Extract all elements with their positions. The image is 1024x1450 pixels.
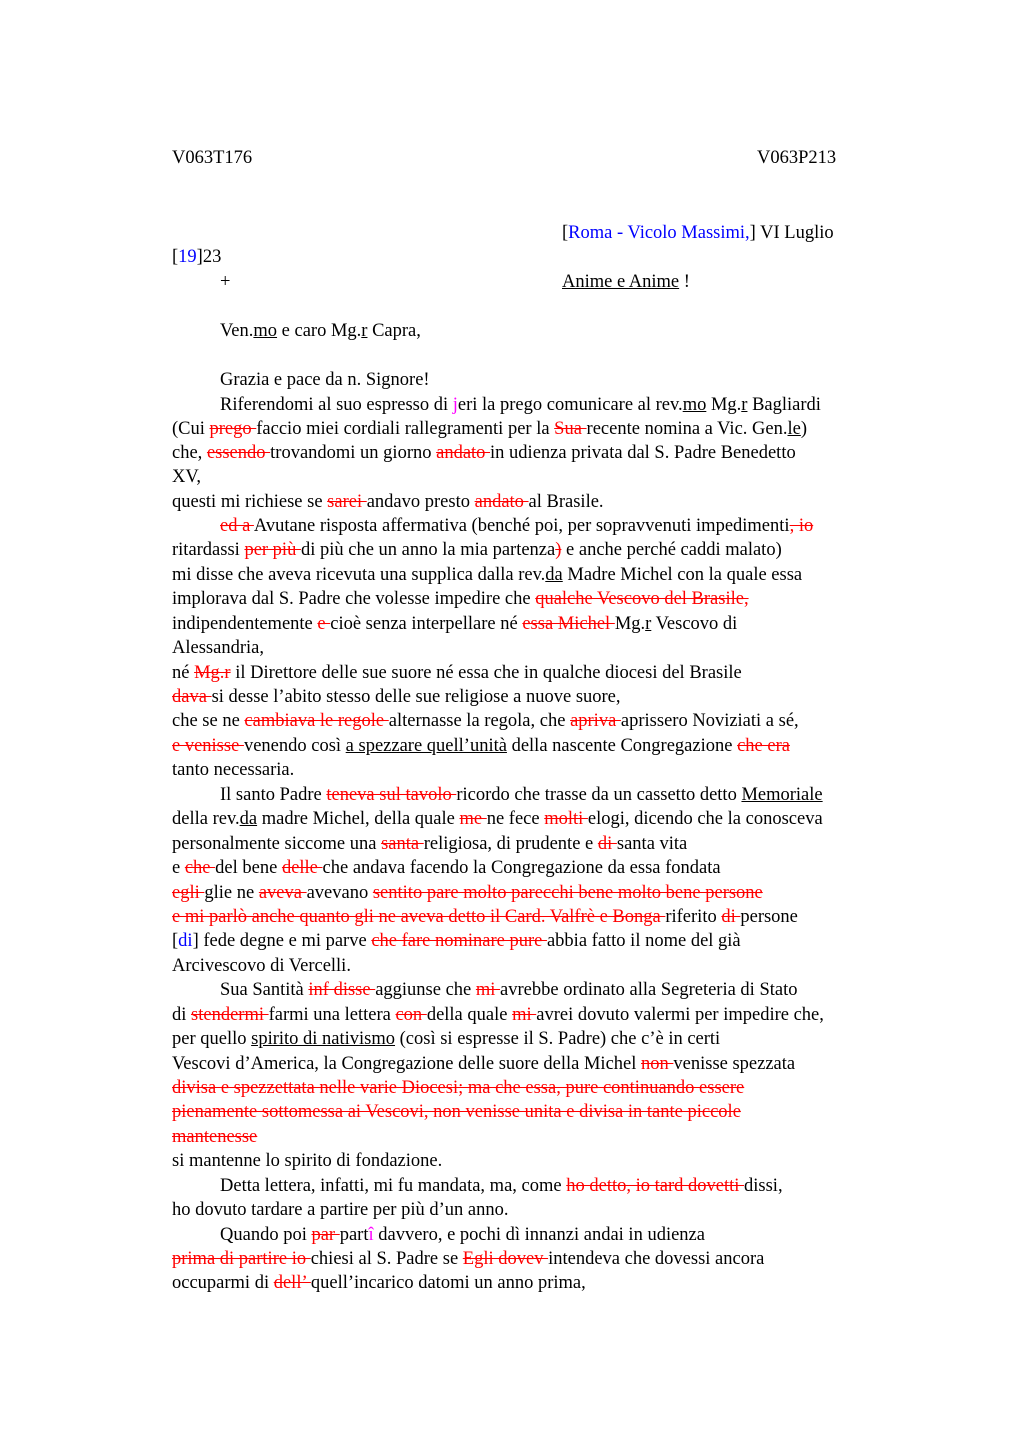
text-span: e: [172, 858, 185, 878]
body-line: tanto necessaria.: [172, 760, 295, 780]
title-text: Anime e Anime: [562, 272, 680, 292]
underlined-abbrev: da: [545, 565, 563, 585]
text-span: avrei dovuto valermi per impedire che,: [536, 1005, 824, 1025]
text-span: intendeva che dovessi ancora: [548, 1249, 765, 1269]
deleted-line: divisa e spezzettata nelle varie Diocesi; ma che essa, pure continuando essere: [172, 1078, 745, 1098]
year-line: [172, 246, 221, 268]
salutation: [220, 320, 421, 342]
text-span: né: [172, 663, 195, 683]
text-span: ne fece: [486, 809, 545, 829]
deleted-text: essendo: [206, 443, 271, 463]
text-span: recente nomina a Vic. Gen.: [586, 419, 788, 439]
deleted-text: par: [311, 1225, 340, 1245]
deleted-text: molti: [544, 809, 588, 829]
deleted-text: con: [395, 1005, 427, 1025]
text-span: (Cui: [172, 419, 210, 439]
text-span: e anche perché caddi malato): [561, 540, 782, 560]
deleted-text: che era: [737, 736, 790, 756]
text-span: quell’incarico datomi un anno prima,: [310, 1273, 586, 1293]
deleted-text: sentito pare molto parecchi bene molto bene persone: [372, 883, 763, 903]
body-line: [220, 1175, 783, 1197]
deleted-text: di: [597, 834, 617, 854]
deleted-text: stendermi: [191, 1005, 269, 1025]
text-span: riferito: [665, 907, 722, 927]
deleted-text: egli: [172, 883, 205, 903]
text-span: ] fede degne e mi parve: [192, 931, 372, 951]
text-span: eri la prego comunicare al rev.: [457, 395, 683, 415]
underlined-text: a spezzare quell’unità: [345, 736, 507, 756]
text-span: Mg.: [614, 614, 646, 634]
body-line: [172, 442, 796, 464]
text-span: Ven.: [220, 321, 254, 341]
body-line: [172, 564, 802, 586]
bracket: [: [562, 223, 569, 243]
header-left-code: V063T176: [172, 148, 253, 168]
text-span: della quale: [426, 1005, 513, 1025]
deleted-text: ho detto, io tard dovetti: [566, 1176, 745, 1196]
text-span: e caro Mg.: [277, 321, 362, 341]
text-span: ricordo che trasse da un cassetto detto: [456, 785, 742, 805]
deleted-text: che fare nominare pure: [371, 931, 547, 951]
text-span: aggiunse che: [375, 980, 476, 1000]
body-line: [220, 979, 797, 1001]
body-line: [172, 1028, 720, 1050]
deleted-text: Egli dovev: [462, 1249, 549, 1269]
text-span: al Brasile.: [528, 492, 604, 512]
deleted-text: sarei: [327, 492, 367, 512]
text-span: di più che un anno la mia partenza: [300, 540, 556, 560]
text-span: che,: [172, 443, 207, 463]
body-line: si mantenne lo spirito di fondazione.: [172, 1151, 443, 1171]
text-span: Bagliardi: [747, 395, 821, 415]
text-span: cioè senza interpellare né: [330, 614, 523, 634]
cross-mark: +: [220, 272, 231, 292]
text-span: Vescovi d’America, la Congregazione delle suore della Michel: [172, 1054, 642, 1074]
text-span: che se ne: [172, 711, 245, 731]
body-line: [172, 539, 782, 561]
text-span: madre Michel, della quale: [257, 809, 460, 829]
underlined-abbrev: mo: [682, 395, 707, 415]
text-span: di: [172, 1005, 192, 1025]
deleted-text: aveva: [258, 883, 307, 903]
deleted-text: di: [721, 907, 741, 927]
body-line: Arcivescovo di Vercelli.: [172, 956, 351, 976]
text-span: Mg.: [706, 395, 742, 415]
underlined-abbrev: r: [741, 395, 748, 415]
header-right-code: V063P213: [757, 148, 837, 168]
body-line: [172, 588, 749, 610]
underlined-text: Memoriale: [741, 785, 823, 805]
text-span: occuparmi di: [172, 1273, 274, 1293]
text-span: che andava facendo la Congregazione da essa fondata: [322, 858, 721, 878]
deleted-text: inf disse: [308, 980, 376, 1000]
deleted-text: teneva sul tavolo: [326, 785, 457, 805]
text-span: persone: [740, 907, 798, 927]
text-span: dissi,: [744, 1176, 783, 1196]
deleted-text: e venisse: [172, 736, 244, 756]
text-span: glie ne: [204, 883, 259, 903]
text-span: indipendentemente: [172, 614, 318, 634]
text-span: farmi una lettera: [268, 1005, 396, 1025]
text-span: del bene: [215, 858, 282, 878]
text-span: si desse l’abito stesso delle sue religiose a nuove suore,: [211, 687, 621, 707]
text-span: venisse spezzata: [673, 1054, 796, 1074]
body-line: [172, 808, 823, 830]
body-line: [220, 784, 823, 806]
bracket: [: [172, 931, 179, 951]
body-line: [172, 491, 604, 513]
deleted-text: e: [317, 614, 331, 634]
deleted-text: che: [184, 858, 216, 878]
text-span: religiosa, di prudente e: [423, 834, 598, 854]
underlined-abbrev: da: [239, 809, 258, 829]
deleted-text: prima di partire io: [172, 1249, 311, 1269]
underlined-abbrev: mo: [253, 321, 278, 341]
body-line: [172, 1248, 764, 1270]
text-span: davvero, e pochi dì innanzi andai in udienza: [373, 1225, 705, 1245]
text-span: chiesi al S. Padre se: [310, 1249, 463, 1269]
body-line: [220, 394, 821, 416]
body-line: [172, 686, 621, 708]
body-line: [172, 1004, 824, 1026]
text-span: implorava dal S. Padre che volesse impedire che: [172, 589, 536, 609]
deleted-line: mantenesse: [172, 1127, 258, 1147]
deleted-text: prego: [209, 419, 257, 439]
deleted-text: essa Michel: [522, 614, 615, 634]
text-span: questi mi richiese se: [172, 492, 328, 512]
body-line: [172, 930, 741, 952]
underlined-abbrev: le: [787, 419, 801, 439]
text-span: faccio miei cordiali rallegramenti per la: [256, 419, 555, 439]
text-span: Sua Santità: [220, 980, 309, 1000]
text-span: personalmente siccome una: [172, 834, 382, 854]
bracket: ]: [749, 223, 756, 243]
body-line: [172, 906, 798, 928]
text-span: abbia fatto il nome del già: [546, 931, 741, 951]
text-span: venendo così: [243, 736, 346, 756]
text-span: Il santo Padre: [220, 785, 327, 805]
year-end: ]23: [196, 247, 222, 267]
deleted-text: mi: [512, 1005, 537, 1025]
text-span: ): [800, 419, 808, 439]
text-span: mi disse che aveva ricevuta una supplica dalla rev.: [172, 565, 546, 585]
deleted-text: apriva: [570, 711, 621, 731]
text-span: ritardassi: [172, 540, 245, 560]
text-span: Riferendomi al suo espresso di: [220, 395, 453, 415]
body-line: [172, 857, 721, 879]
underlined-abbrev: r: [645, 614, 652, 634]
deleted-text: e mi parlò anche quanto gli ne aveva detto il Card. Valfrè e Bonga: [172, 907, 666, 927]
highlight-letter: î: [368, 1225, 374, 1245]
body-line: [172, 882, 763, 904]
text-span: Capra,: [367, 321, 421, 341]
text-span: Quando poi: [220, 1225, 312, 1245]
text-span: aprissero Noviziati a sé,: [620, 711, 799, 731]
text-span: Vescovo di: [651, 614, 738, 634]
deleted-text: me: [459, 809, 487, 829]
deleted-text: Sua: [554, 419, 587, 439]
text-span: Avutane risposta affermativa (benché poi, per sopravvenuti impedimenti: [253, 516, 790, 536]
text-span: santa vita: [616, 834, 688, 854]
year-century: 19: [178, 247, 197, 267]
body-line: XV,: [172, 467, 201, 487]
text-span: avevano: [306, 883, 373, 903]
text-span: Detta lettera, infatti, mi fu mandata, ma, come: [220, 1176, 567, 1196]
text-span: andavo presto: [366, 492, 475, 512]
underlined-text: spirito di nativismo: [251, 1029, 396, 1049]
text-span: in udienza privata dal S. Padre Benedetto: [490, 443, 796, 463]
bracket: [: [172, 247, 179, 267]
date-text: VI Luglio: [755, 223, 834, 243]
dateline: [562, 222, 834, 244]
body-line: [220, 1224, 705, 1246]
text-span: alternasse la regola, che: [388, 711, 571, 731]
body-line: ho dovuto tardare a partire per più d’un anno.: [172, 1200, 509, 1220]
title-tail: !: [679, 272, 690, 292]
deleted-text: qualche Vescovo del Brasile,: [535, 589, 749, 609]
deleted-text: cambiava le regole: [244, 711, 389, 731]
deleted-text: ): [555, 540, 562, 560]
body-line: [172, 1053, 795, 1075]
deleted-text: andato: [474, 492, 529, 512]
deleted-text: ed a: [220, 516, 254, 536]
body-line: [172, 710, 799, 732]
deleted-text: per più: [244, 540, 301, 560]
deleted-text: santa: [381, 834, 424, 854]
editorial-insert: di: [178, 931, 193, 951]
text-span: avrebbe ordinato alla Segreteria di Stato: [500, 980, 798, 1000]
text-span: della rev.: [172, 809, 240, 829]
body-line: [172, 418, 807, 440]
body-line: [172, 735, 790, 757]
underlined-abbrev: r: [361, 321, 368, 341]
body-line: [172, 613, 737, 635]
deleted-text: non: [641, 1054, 674, 1074]
text-span: della nascente Congregazione: [506, 736, 738, 756]
letter-title: [562, 271, 690, 293]
text-span: Madre Michel con la quale essa: [562, 565, 803, 585]
body-line: [172, 833, 687, 855]
deleted-text: mi: [475, 980, 501, 1000]
deleted-text: andato: [436, 443, 491, 463]
body-line: Alessandria,: [172, 638, 264, 658]
deleted-text: dell’: [273, 1273, 311, 1293]
text-span: elogi, dicendo che la conosceva: [587, 809, 823, 829]
text-span: per quello: [172, 1029, 252, 1049]
place-name: Roma - Vicolo Massimi,: [568, 223, 750, 243]
highlight-letter: j: [452, 395, 458, 415]
text-span: trovandomi un giorno: [270, 443, 437, 463]
body-line: [172, 662, 742, 684]
deleted-line: pienamente sottomessa ai Vescovi, non venisse unita e divisa in tante piccole: [172, 1102, 741, 1122]
greeting: Grazia e pace da n. Signore!: [220, 370, 430, 390]
text-span: il Direttore delle sue suore né essa che in qualche diocesi del Brasile: [230, 663, 742, 683]
deleted-text: , io: [789, 516, 814, 536]
deleted-text: dava: [172, 687, 212, 707]
text-span: part: [339, 1225, 369, 1245]
text-span: (così si espresse il S. Padre) che c’è in certi: [395, 1029, 721, 1049]
body-line: [220, 515, 813, 537]
body-line: [172, 1272, 586, 1294]
deleted-text: Mg.r: [194, 663, 231, 683]
deleted-text: delle: [281, 858, 323, 878]
